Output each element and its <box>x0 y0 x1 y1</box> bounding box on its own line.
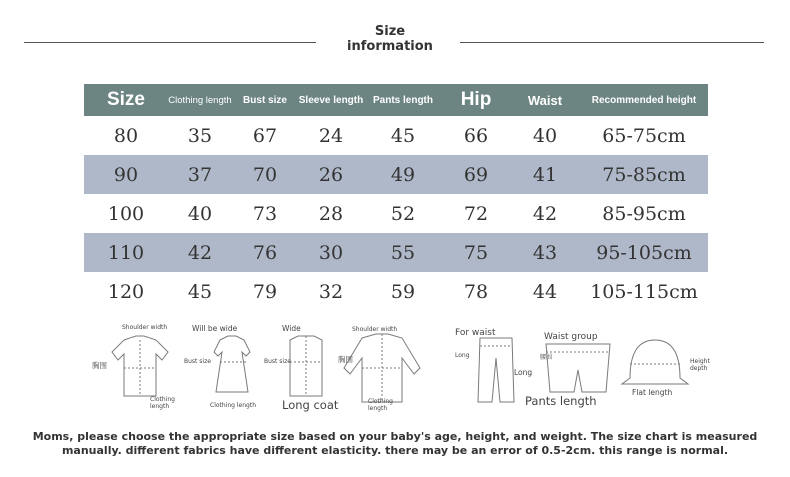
cell-recommended-height: 85-95cm <box>602 202 686 225</box>
cell-pants-length: 45 <box>390 124 416 147</box>
table-row <box>84 233 708 272</box>
table-header-row <box>84 84 708 116</box>
cell-pants-length: 55 <box>390 241 416 264</box>
cell-clothing-length: 45 <box>187 280 213 303</box>
title-section <box>0 24 790 60</box>
header-waist: Waist <box>527 92 563 108</box>
label-chest-2: 胸围 <box>338 355 353 364</box>
cell-pants-length: 52 <box>390 202 416 225</box>
cell-recommended-height: 95-105cm <box>596 241 692 264</box>
cell-bust-size: 70 <box>252 163 278 186</box>
cell-waist: 44 <box>532 280 558 303</box>
garment-diagrams <box>100 318 720 418</box>
cell-hip: 72 <box>463 202 489 225</box>
label-clothing-length-3: Clothing length <box>368 398 393 412</box>
cell-size: 90 <box>113 163 139 186</box>
cell-recommended-height: 105-115cm <box>590 280 698 303</box>
shorts-icon <box>546 344 610 392</box>
dress-top-icon <box>214 336 250 392</box>
cell-size: 80 <box>113 124 139 147</box>
cell-size: 110 <box>107 241 145 264</box>
label-waist-group: Waist group <box>544 332 598 342</box>
header-bust-size: Bust size <box>243 94 287 106</box>
cell-clothing-length: 35 <box>187 124 213 147</box>
hat-icon <box>622 340 688 384</box>
cell-clothing-length: 37 <box>187 163 213 186</box>
label-clothing-length-1: Clothing length <box>150 396 175 410</box>
cell-hip: 75 <box>463 241 489 264</box>
label-bust-size-1: Bust size <box>184 358 211 365</box>
cell-pants-length: 59 <box>390 280 416 303</box>
cell-waist: 42 <box>532 202 558 225</box>
title-divider-right <box>460 42 764 43</box>
cell-hip: 78 <box>463 280 489 303</box>
header-hip: Hip <box>460 89 492 110</box>
label-shoulder-width-2: Shoulder width <box>352 326 398 333</box>
cell-waist: 41 <box>532 163 558 186</box>
cell-pants-length: 49 <box>390 163 416 186</box>
label-long-coat: Long coat <box>282 398 339 412</box>
cell-waist: 40 <box>532 124 558 147</box>
label-pants-length: Pants length <box>525 394 597 408</box>
label-shoulder-width-1: Shoulder width <box>122 324 168 331</box>
cell-bust-size: 73 <box>252 202 278 225</box>
cell-sleeve-length: 32 <box>318 280 344 303</box>
cell-bust-size: 79 <box>252 280 278 303</box>
table-row <box>84 155 708 194</box>
label-flat-length: Flat length <box>632 388 673 397</box>
label-hat-size: Height depth <box>690 358 710 372</box>
label-bust-size-2: Bust size <box>264 358 291 365</box>
cell-recommended-height: 65-75cm <box>602 124 686 147</box>
cell-hip: 69 <box>463 163 489 186</box>
header-sleeve-length: Sleeve length <box>298 94 364 106</box>
cell-waist: 43 <box>532 241 558 264</box>
cell-recommended-height: 75-85cm <box>602 163 686 186</box>
header-recommended-height: Recommended height <box>591 94 697 106</box>
footer-note: Moms, please choose the appropriate size based on your baby's age, height, and weight. The size chart is measured manually. different fabrics have different elasticity. there may be an error of 0.5-2cm. this range is normal. <box>32 430 758 457</box>
header-pants-length: Pants length <box>372 94 433 106</box>
cell-bust-size: 67 <box>252 124 278 147</box>
title-divider-left <box>24 42 316 43</box>
label-waist-circumference: 腰围 <box>540 354 553 361</box>
table-row <box>84 272 708 311</box>
cell-hip: 66 <box>463 124 489 147</box>
header-size: Size <box>106 89 146 110</box>
page-title: Size information <box>347 24 433 54</box>
long-sleeve-shirt-icon <box>344 334 420 402</box>
cell-bust-size: 76 <box>252 241 278 264</box>
cell-clothing-length: 42 <box>187 241 213 264</box>
cell-sleeve-length: 28 <box>318 202 344 225</box>
cell-clothing-length: 40 <box>187 202 213 225</box>
label-will-be-wide: Will be wide <box>192 324 238 333</box>
label-long-1: Long <box>455 352 470 359</box>
cell-size: 120 <box>107 280 145 303</box>
header-clothing-length: Clothing length <box>168 94 232 106</box>
cell-size: 100 <box>107 202 145 225</box>
label-wide: Wide <box>282 324 301 333</box>
vest-icon <box>290 336 322 396</box>
label-chest-1: 胸围 <box>92 361 107 370</box>
table-row <box>84 116 708 155</box>
label-clothing-length-2: Clothing length <box>210 402 256 409</box>
table-row <box>84 194 708 233</box>
label-long-2: Long <box>514 368 533 377</box>
label-for-waist: For waist <box>455 328 496 338</box>
short-sleeve-top-icon <box>112 336 168 396</box>
cell-sleeve-length: 24 <box>318 124 344 147</box>
size-table <box>84 84 708 311</box>
cell-sleeve-length: 30 <box>318 241 344 264</box>
measurement-diagrams <box>92 318 720 418</box>
cell-sleeve-length: 26 <box>318 163 344 186</box>
pants-icon <box>478 338 514 402</box>
